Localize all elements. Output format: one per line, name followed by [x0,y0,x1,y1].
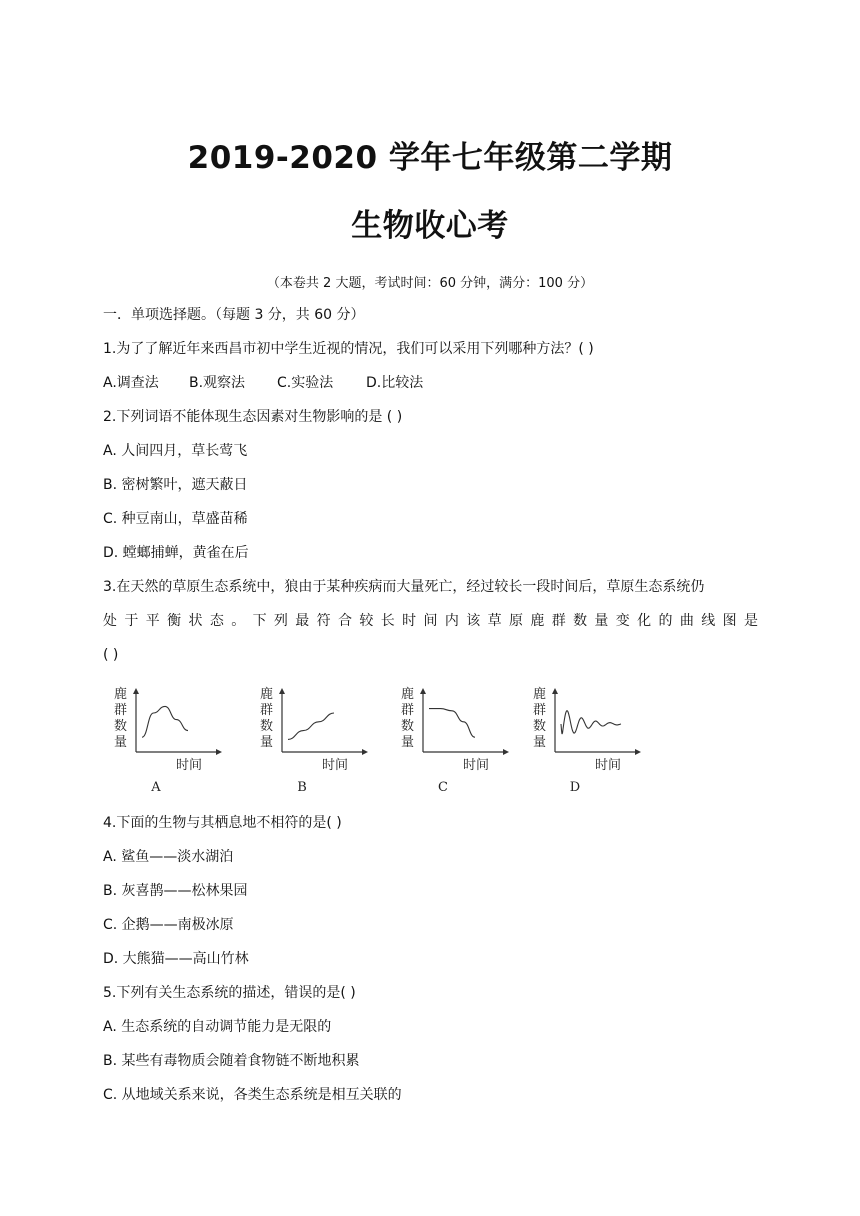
q4-option-b: B. 灰喜鹊——松林果园 [103,883,248,899]
graph-a [104,684,228,802]
graph-d-y-arrow [552,688,558,694]
q1-stem: 1.为了了解近年来西昌市初中学生近视的情况，我们可以采用下列哪种方法？( ) [103,341,594,357]
q1-option-c: C.实验法 [277,375,334,391]
graph-c-x-arrow [503,749,509,755]
q3-stem-line3: ( ) [103,647,119,663]
section-heading: 一．单项选择题。（每题 3 分，共 60 分） [103,307,365,323]
graph-d-ylabel-char: 数 [533,719,547,734]
graph-a-ylabel-char: 数 [114,719,128,734]
graph-a-curve [142,706,188,737]
q1-option-d: D.比较法 [366,375,424,391]
graph-d-ylabel-char: 鹿 [533,687,547,702]
graph-d-ylabel-char: 量 [533,735,547,750]
q1-option-b: B.观察法 [189,375,246,391]
graph-d-ylabel-char: 群 [533,703,547,718]
exam-title: 2019-2020 学年七年级第二学期 [187,140,673,176]
q1-option-a: A.调查法 [103,375,159,391]
q3-stem-line1: 3.在天然的草原生态系统中，狼由于某种疾病而大量死亡，经过较长一段时间后，草原生态系统仍 [103,579,705,595]
q4-option-c: C. 企鹅——南极冰原 [103,917,234,933]
graph-d-svg [523,684,647,802]
graph-a-xlabel: 时间 [176,758,203,773]
graph-d [523,684,647,802]
graph-c-ylabel-char: 鹿 [401,687,415,702]
q4-stem: 4.下面的生物与其栖息地不相符的是( ) [103,815,342,831]
graph-a-ylabel-char: 群 [114,703,128,718]
graph-d-letter: D [569,780,581,795]
graph-a-ylabel-char: 鹿 [114,687,128,702]
q5-option-a: A. 生态系统的自动调节能力是无限的 [103,1019,332,1035]
graph-b-x-arrow [362,749,368,755]
q2-option-b: B. 密树繁叶，遮天蔽日 [103,477,248,493]
graph-a-ylabel-char: 量 [114,735,128,750]
graph-c-letter: C [438,780,448,795]
graph-b-letter: B [297,780,307,795]
graph-c-y-arrow [420,688,426,694]
exam-info: （本卷共 2 大题，考试时间：60 分钟，满分：100 分） [266,276,594,291]
q2-option-a: A. 人间四月，草长莺飞 [103,443,248,459]
graph-d-xlabel: 时间 [595,758,622,773]
graph-c [391,684,515,802]
q3-stem-line2: 处于平衡状态。下列最符合较长时间内该草原鹿群数量变化的曲线图是 [103,613,758,629]
q2-stem: 2.下列词语不能体现生态因素对生物影响的是 ( ) [103,409,403,425]
graph-b-y-arrow [279,688,285,694]
graph-b-ylabel-char: 鹿 [260,687,274,702]
exam-subject-title: 生物收心考 [351,208,509,244]
graph-c-ylabel-char: 群 [401,703,415,718]
graph-b-ylabel-char: 群 [260,703,274,718]
graph-b-ylabel-char: 量 [260,735,274,750]
graph-a-letter: A [151,780,161,795]
graph-d-x-arrow [635,749,641,755]
graph-b-curve [288,713,334,739]
q1-options [103,373,423,393]
graph-d-curve [561,711,621,734]
graph-c-curve [429,709,475,738]
graph-c-xlabel: 时间 [463,758,490,773]
graph-c-svg [391,684,515,802]
graph-a-x-arrow [216,749,222,755]
graph-a-y-arrow [133,688,139,694]
q5-option-b: B. 某些有毒物质会随着食物链不断地积累 [103,1053,360,1069]
graph-b-xlabel: 时间 [322,758,349,773]
graph-c-ylabel-char: 数 [401,719,415,734]
q4-option-d: D. 大熊猫——高山竹林 [103,951,249,967]
q2-option-d: D. 螳螂捕蝉，黄雀在后 [103,545,249,561]
q5-option-c: C. 从地域关系来说，各类生态系统是相互关联的 [103,1087,402,1103]
q2-option-c: C. 种豆南山，草盛苗稀 [103,511,248,527]
q4-option-a: A. 鲨鱼——淡水湖泊 [103,849,234,865]
graph-c-ylabel-char: 量 [401,735,415,750]
graph-b-svg [250,684,374,802]
graph-b [250,684,374,802]
q5-stem: 5.下列有关生态系统的描述，错误的是( ) [103,985,356,1001]
graph-b-ylabel-char: 数 [260,719,274,734]
graph-a-svg [104,684,228,802]
